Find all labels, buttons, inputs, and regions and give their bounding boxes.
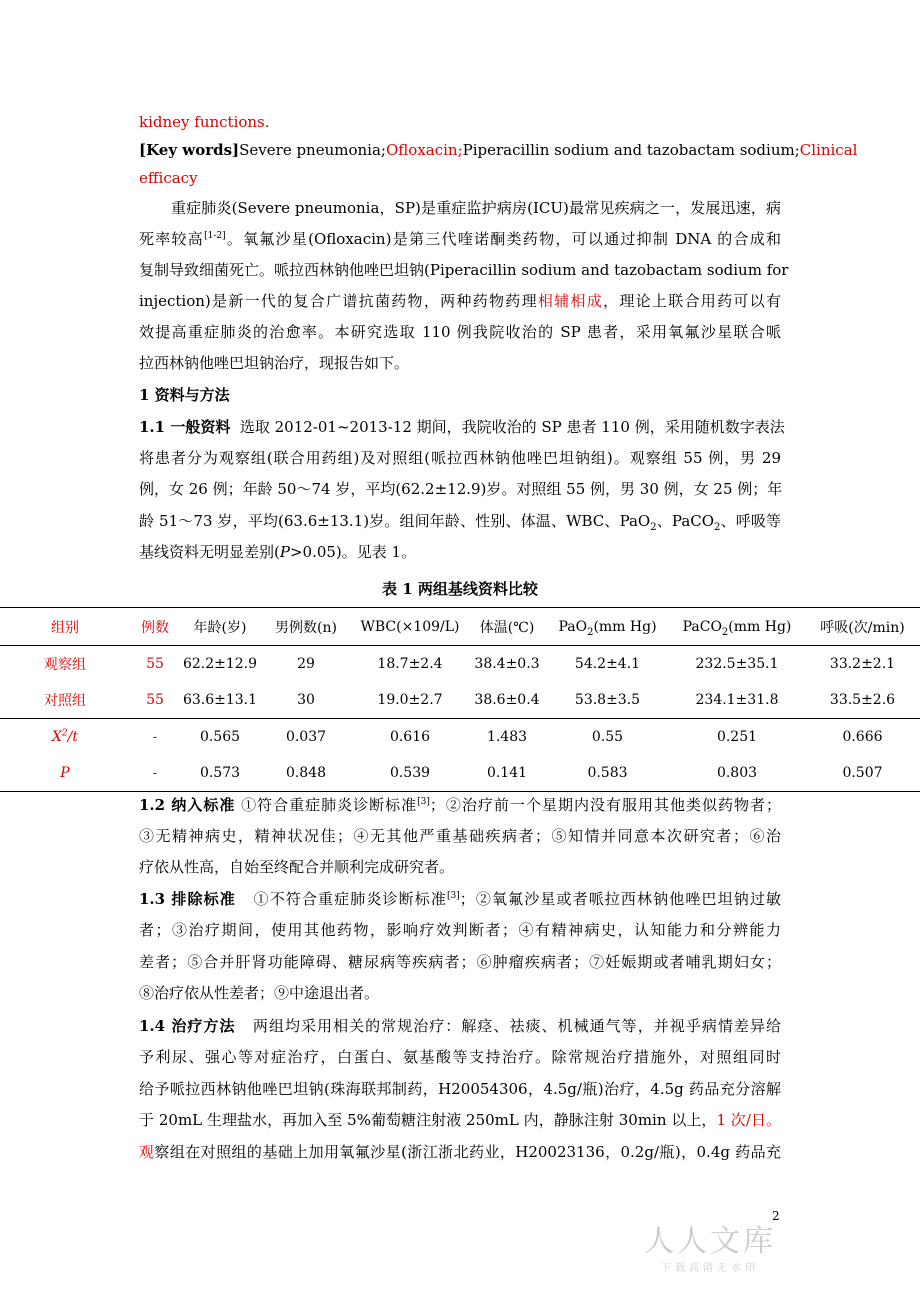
s14-line-5-red: 观	[139, 1143, 155, 1161]
s13-line-3: 差者；⑤合并肝肾功能障碍、糖尿病等疾病者；⑥肿瘤疾病者；⑦妊娠期或者哺乳期妇女；	[139, 953, 781, 971]
intro-highlight: 相辅相成	[537, 292, 604, 310]
intro-line-2b: 。氧氟沙星(Ofloxacin)是第三代喹诺酮类药物，可以通过抑制 DNA 的合成和	[225, 230, 781, 248]
s14-line-4	[139, 1110, 781, 1130]
intro-line-2	[139, 229, 781, 249]
s11-line-5b: >0.05)。见表 1。	[289, 543, 417, 561]
keyword-2: Ofloxacin;	[385, 141, 463, 159]
cell-resp: 0.507	[805, 755, 920, 792]
s11-line-4a: 龄 51～73 岁，平均(63.6±13.1)岁。组间年龄、性别、体温、WBC、PaO	[139, 512, 651, 530]
cell-temp: 0.141	[468, 755, 546, 792]
th-pao2-b: (mm Hg)	[593, 618, 657, 635]
table-1	[0, 607, 920, 792]
s13-heading: 1.3 排除标准	[139, 890, 236, 908]
th-paco2-a: PaCO	[682, 618, 722, 635]
cell-wbc: 18.7±2.4	[377, 656, 443, 672]
s12-line-3: 疗依从性高，自始至终配合并顺利完成研究者。	[139, 858, 455, 876]
table-1-title: 表 1 两组基线资料比较	[382, 580, 538, 598]
th-temp: 体温(℃)	[468, 608, 546, 646]
citation-3: [3]	[417, 797, 430, 807]
s11-sub-1: 2	[650, 522, 657, 533]
th-resp: 呼吸(次/min)	[805, 608, 920, 646]
keywords-label: [Key words]	[139, 141, 240, 159]
s11-line-5a: 基线资料无明显差别(	[139, 543, 280, 561]
th-paco2	[669, 608, 805, 646]
s11-p-symbol: P	[279, 543, 290, 561]
cell-paco2: 234.1±31.8	[695, 692, 779, 708]
cell-n: 55	[146, 656, 164, 672]
s13-line-4: ⑧治疗依从性差者；⑨中途退出者。	[139, 984, 380, 1002]
s14-line-3: 给予哌拉西林钠他唑巴坦钠(珠海联邦制药，H20054306，4.5g/瓶)治疗，4.5g 药品充分溶解	[139, 1080, 781, 1098]
th-wbc: WBC(×109/L)	[352, 608, 468, 646]
table-header-row	[0, 608, 920, 646]
th-male: 男例数(n)	[260, 608, 352, 646]
citation-3b: [3]	[447, 891, 460, 901]
s14-line-5	[139, 1142, 781, 1162]
cell-age: 62.2±12.9	[182, 656, 258, 672]
cell-paco2: 0.251	[669, 719, 805, 756]
s11-line-2: 将患者分为观察组(联合用药组)及对照组(哌拉西林钠他唑巴坦钠组)。观察组 55 例，男 29	[139, 449, 781, 467]
keyword-1: Severe pneumonia;	[239, 141, 386, 159]
s11-line-1-text: 选取 2012-01~2013-12 期间，我院收治的 SP 患者 110 例，采用随机数字表法	[239, 418, 785, 436]
watermark-logo-text: 人人文库	[644, 1224, 776, 1259]
keyword-3: Piperacillin sodium and tazobactam sodium;	[462, 141, 800, 159]
table-row	[0, 646, 920, 683]
cell-n: -	[130, 755, 180, 792]
cell-pao2: 0.583	[546, 755, 669, 792]
s11-sub-2: 2	[714, 522, 721, 533]
watermark	[640, 1225, 780, 1274]
cell-group-t: /t	[67, 729, 79, 745]
abstract-line-end: kidney functions.	[139, 113, 270, 131]
intro-line-4	[139, 291, 781, 311]
cell-group-x: X	[51, 729, 62, 745]
keyword-4a: Clinical	[799, 141, 858, 159]
table-row	[0, 719, 920, 756]
table-row	[0, 755, 920, 792]
th-age: 年龄(岁)	[180, 608, 260, 646]
cell-age: 0.573	[180, 755, 260, 792]
cell-temp: 38.6±0.4	[474, 692, 540, 708]
s12-line-1a: ①符合重症肺炎诊断标准	[241, 796, 418, 814]
s12-line-1	[139, 795, 781, 815]
cell-wbc: 0.539	[352, 755, 468, 792]
s11-line-4c: 、呼吸等	[720, 512, 781, 530]
watermark-tagline: 下载高清无水印	[661, 1263, 759, 1274]
cell-pao2: 54.2±4.1	[574, 656, 641, 672]
cell-male: 30	[297, 692, 315, 708]
th-n: 例数	[130, 608, 180, 646]
th-pao2	[546, 608, 669, 646]
s12-line-2: ③无精神病史，精神状况佳；④无其他严重基础疾病者；⑤知情并同意本次研究者；⑥治	[139, 827, 781, 845]
citation-1-2: [1-2]	[204, 231, 226, 241]
cell-age: 63.6±13.1	[182, 692, 258, 708]
keyword-4b: efficacy	[139, 169, 198, 187]
cell-group	[0, 719, 130, 756]
cell-pao2: 0.55	[546, 719, 669, 756]
s11-heading: 1.1 一般资料	[139, 418, 231, 436]
cell-male: 0.037	[260, 719, 352, 756]
keywords-line	[139, 140, 858, 160]
intro-line-4a: injection)是新一代的复合广谱抗菌药物，两种药物药理	[139, 292, 538, 310]
cell-n: -	[130, 719, 180, 756]
cell-group: 对照组	[44, 693, 86, 709]
cell-n: 55	[146, 692, 164, 708]
s11-line-1	[139, 417, 785, 437]
cell-resp: 33.5±2.6	[829, 692, 896, 708]
cell-age: 0.565	[180, 719, 260, 756]
intro-line-3: 复制导致细菌死亡。哌拉西林钠他唑巴坦钠(Piperacillin sodium and tazobactam sodium for	[139, 261, 789, 279]
intro-line-1: 重症肺炎(Severe pneumonia，SP)是重症监护病房(ICU)最常见疾病之一，发展迅速，病	[171, 199, 781, 217]
s13-line-2: 者；③治疗期间，使用其他药物，影响疗效判断者；④有精神病史，认知能力和分辨能力	[139, 921, 781, 939]
s11-line-3: 例，女 26 例；年龄 50～74 岁，平均(62.2±12.9)岁。对照组 55 例，男 30 例，女 25 例；年	[139, 480, 783, 498]
s12-heading: 1.2 纳入标准	[139, 796, 236, 814]
cell-group: P	[0, 755, 130, 792]
s13-line-1	[139, 889, 781, 909]
s12-line-1b: ；②治疗前一个星期内没有服用其他类似药物者；	[429, 796, 781, 814]
s11-line-4	[139, 511, 781, 531]
s14-line-2: 予利尿、强心等对症治疗，白蛋白、氨基酸等支持治疗。除常规治疗措施外，对照组同时	[139, 1048, 781, 1066]
cell-paco2: 232.5±35.1	[695, 656, 779, 672]
cell-group-sup: 2	[61, 728, 68, 739]
intro-line-6: 拉西林钠他唑巴坦钠治疗，现报告如下。	[139, 354, 410, 372]
cell-temp: 38.4±0.3	[474, 656, 540, 672]
th-group: 组别	[0, 608, 130, 646]
cell-male: 0.848	[260, 755, 352, 792]
s14-heading: 1.4 治疗方法	[139, 1017, 236, 1035]
s14-line-1-text: 两组均采用相关的常规治疗：解痉、祛痰、机械通气等，并视乎病情差异给	[252, 1017, 781, 1035]
cell-wbc: 0.616	[352, 719, 468, 756]
cell-male: 29	[297, 656, 315, 672]
th-pao2-sub: 2	[587, 626, 594, 638]
s14-line-5b: 察组在对照组的基础上加用氧氟沙星(浙江浙北药业，H20023136，0.2g/瓶)，0.4g 药品充	[154, 1143, 781, 1161]
cell-temp: 1.483	[468, 719, 546, 756]
cell-pao2: 53.8±3.5	[574, 692, 641, 708]
s14-dose-frequency: 1 次/日。	[716, 1111, 781, 1129]
cell-resp: 33.2±2.1	[829, 656, 896, 672]
intro-line-2a: 死率较高	[139, 230, 205, 248]
s13-line-1a: ①不符合重症肺炎诊断标准	[253, 890, 447, 908]
cell-paco2: 0.803	[669, 755, 805, 792]
th-pao2-a: PaO	[558, 618, 588, 635]
intro-line-5: 效提高重症肺炎的治愈率。本研究选取 110 例我院收治的 SP 患者，采用氧氟沙星联合哌	[139, 323, 781, 341]
cell-group: 观察组	[44, 657, 86, 673]
s14-line-1	[139, 1016, 781, 1036]
cell-resp: 0.666	[805, 719, 920, 756]
section-1-title: 1 资料与方法	[139, 386, 230, 404]
intro-line-4b: ，理论上联合用药可以有	[603, 292, 781, 310]
th-paco2-b: (mm Hg)	[728, 618, 792, 635]
th-paco2-sub: 2	[721, 626, 729, 638]
page-number: 2	[772, 1209, 780, 1223]
s11-line-4b: 、PaCO	[656, 512, 715, 530]
cell-wbc: 19.0±2.7	[377, 692, 443, 708]
s11-line-5	[139, 542, 416, 562]
table-row	[0, 682, 920, 719]
s13-line-1b: ；②氧氟沙星或者哌拉西林钠他唑巴坦钠过敏	[459, 890, 781, 908]
s14-line-4a: 于 20mL 生理盐水，再加入至 5%葡萄糖注射液 250mL 内，静脉注射 30min 以上，	[139, 1111, 717, 1129]
